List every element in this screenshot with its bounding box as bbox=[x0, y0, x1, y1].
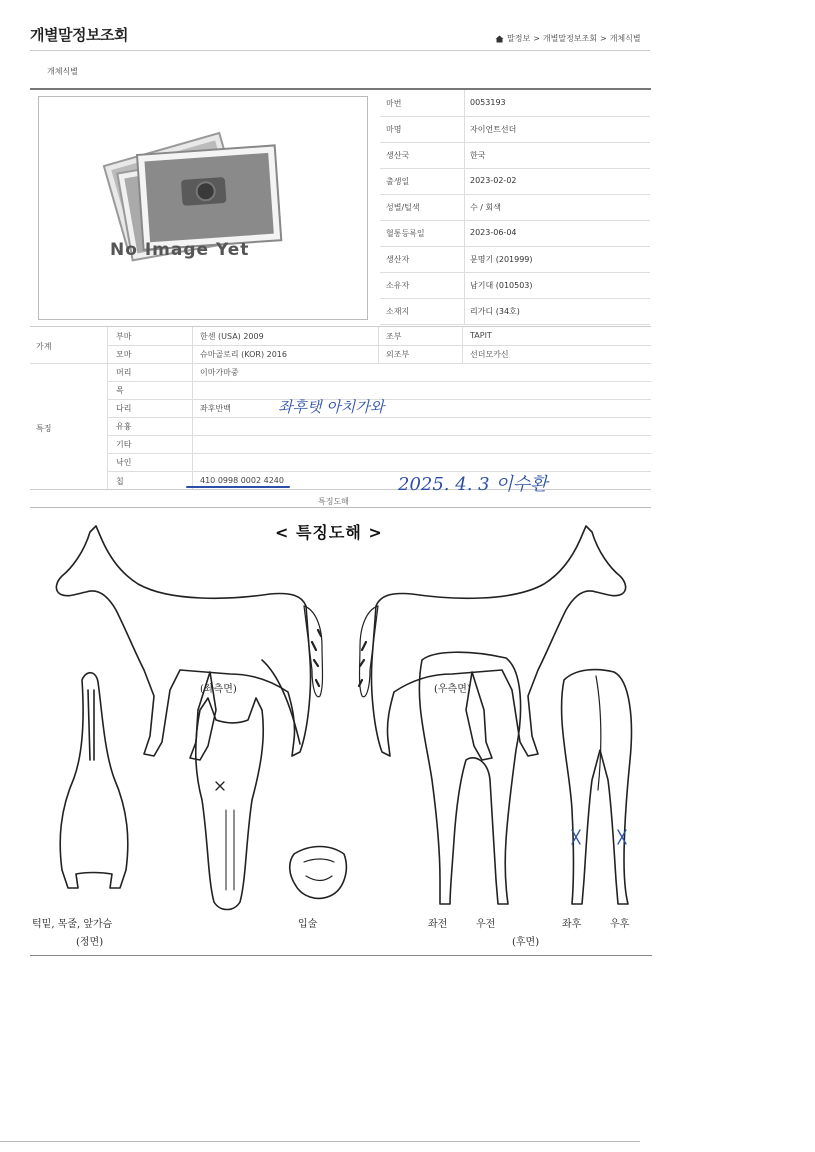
feature-label-brand: 낙인 bbox=[116, 458, 132, 467]
info-row-sex-color bbox=[380, 194, 650, 221]
handwritten-leg-note: 좌후탯 아치가와 bbox=[278, 398, 385, 416]
info-label: 마번 bbox=[386, 99, 402, 108]
info-label: 혈통등록일 bbox=[386, 229, 425, 238]
feature-label-neck: 목 bbox=[116, 386, 124, 395]
diagram-top-line bbox=[30, 507, 651, 508]
info-row-birthdate bbox=[380, 168, 650, 195]
horse-photo-frame bbox=[38, 96, 368, 320]
no-image-illustration bbox=[39, 97, 367, 319]
grandsire-value[interactable]: TAPIT bbox=[470, 331, 492, 340]
info-label: 마명 bbox=[386, 125, 402, 134]
sire-label: 부마 bbox=[116, 332, 132, 341]
feature-label-legs: 다리 bbox=[116, 404, 132, 413]
grandsire-label: 조부 bbox=[386, 332, 402, 341]
info-value: 0053193 bbox=[470, 98, 506, 107]
pedigree-section-label: 가계 bbox=[36, 342, 52, 351]
diagram-title: < 특징도해 > bbox=[275, 523, 383, 542]
label-front-paren: (정면) bbox=[76, 937, 104, 948]
info-row-horse-number bbox=[380, 90, 650, 117]
feature-diagram bbox=[30, 510, 652, 955]
rear-legs-view bbox=[562, 670, 632, 904]
info-label: 소유자 bbox=[386, 281, 410, 290]
dam-value[interactable]: 슈마골로리 (KOR) 2016 bbox=[200, 350, 287, 359]
diagram-caption: 특징도해 bbox=[318, 497, 349, 506]
damsire-label: 외조부 bbox=[386, 350, 410, 359]
info-row-registration-date bbox=[380, 220, 650, 247]
info-row-location bbox=[380, 298, 650, 325]
label-lips: 입술 bbox=[298, 919, 318, 930]
head-front-view bbox=[196, 698, 264, 910]
divider bbox=[30, 50, 650, 51]
info-label: 소재지 bbox=[386, 307, 410, 316]
info-row-country bbox=[380, 142, 650, 169]
info-row-breeder bbox=[380, 246, 650, 273]
breadcrumb bbox=[495, 33, 641, 44]
handwritten-signature: 2025. 4. 3 이수환 bbox=[398, 474, 548, 495]
feature-label-chest: 유흉 bbox=[116, 422, 132, 431]
feature-label-other: 기타 bbox=[116, 440, 132, 449]
damsire-value[interactable]: 선더모카신 bbox=[470, 350, 509, 359]
features-section-label: 특징 bbox=[36, 424, 52, 433]
info-value: 2023-06-04 bbox=[470, 228, 517, 237]
breadcrumb-separator: > bbox=[600, 34, 607, 43]
info-label: 생산국 bbox=[386, 151, 410, 160]
info-value: 수 / 회색 bbox=[470, 203, 501, 212]
feature-label-head: 머리 bbox=[116, 368, 132, 377]
page-title: 개별말정보조회 bbox=[30, 26, 128, 44]
feature-value-head: 이마가마중 bbox=[200, 368, 239, 377]
chip-underline bbox=[186, 486, 290, 488]
info-label: 출생일 bbox=[386, 177, 410, 186]
label-right-hind: 우후 bbox=[610, 919, 630, 930]
tab-identification[interactable]: 개체식별 bbox=[47, 67, 78, 76]
breadcrumb-separator: > bbox=[533, 34, 540, 43]
breadcrumb-item[interactable]: 개별말정보조회 bbox=[542, 34, 597, 43]
lips-view bbox=[290, 847, 347, 899]
divider bbox=[0, 1141, 640, 1142]
info-value[interactable]: 문명기 (201999) bbox=[470, 255, 533, 264]
label-left-fore: 좌전 bbox=[428, 919, 448, 930]
label-front: 턱밑, 목줄, 앞가슴 bbox=[32, 919, 113, 930]
breadcrumb-item-current: 개체식별 bbox=[609, 34, 641, 43]
home-icon[interactable] bbox=[495, 35, 504, 43]
info-label: 성별/털색 bbox=[386, 203, 420, 212]
info-row-horse-name bbox=[380, 116, 650, 143]
info-row-owner bbox=[380, 272, 650, 299]
info-value: 자이언트선더 bbox=[470, 125, 517, 134]
sire-value[interactable]: 한센 (USA) 2009 bbox=[200, 332, 264, 341]
info-value[interactable]: 남기대 (010503) bbox=[470, 281, 533, 290]
breadcrumb-item[interactable]: 말정보 bbox=[507, 34, 531, 43]
info-value: 2023-02-02 bbox=[470, 176, 517, 185]
no-image-text: No Image Yet bbox=[110, 240, 250, 260]
label-right-fore: 우전 bbox=[476, 919, 496, 930]
right-side-horse bbox=[359, 526, 626, 760]
label-right-side: (우측면) bbox=[434, 684, 471, 695]
left-side-horse bbox=[56, 526, 322, 760]
label-left-side: (좌측면) bbox=[200, 684, 237, 695]
label-left-hind: 좌후 bbox=[562, 919, 582, 930]
feature-value-chip: 410 0998 0002 4240 bbox=[200, 476, 284, 485]
divider bbox=[30, 955, 652, 956]
label-rear-paren: (후면) bbox=[512, 937, 540, 948]
feature-label-chip: 칩 bbox=[116, 477, 124, 486]
dam-label: 모마 bbox=[116, 350, 132, 359]
info-value: 리가디 (34호) bbox=[470, 307, 520, 316]
info-label: 생산자 bbox=[386, 255, 410, 264]
front-view-horse bbox=[60, 673, 128, 888]
feature-value-legs: 좌후반백 bbox=[200, 404, 231, 413]
info-value: 한국 bbox=[470, 151, 486, 160]
